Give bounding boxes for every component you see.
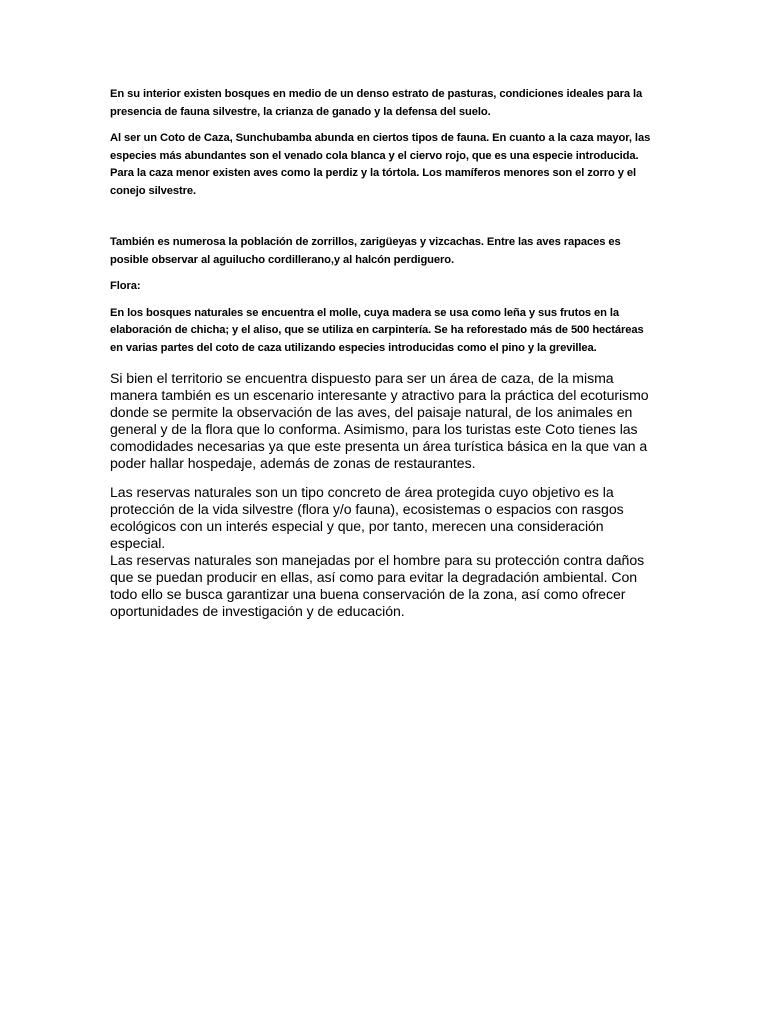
paragraph-reservas-definicion: Las reservas naturales son un tipo concreto de área protegida cuyo objetivo es la protección de la vida silvestre (flora y/o fauna), ecosistemas o espacios con rasgos ecológicos con un interés especial y que, por tanto, merecen una consideración especial. — [110, 483, 624, 551]
heading-flora: Flora: — [110, 280, 141, 292]
paragraph-zorrillos: También es numerosa la población de zorrillos, zarigüeyas y vizcachas. Entre las aves rapaces es posible observar al aguilucho cordillerano,y al halcón perdiguero. — [110, 236, 621, 266]
paragraph-ecoturismo: Si bien el territorio se encuentra dispuesto para ser un área de caza, de la misma manera también es un escenario interesante y atractivo para la práctica del ecoturismo donde se permite la observación de las aves, del paisaje natural, de los animales en general y de la flora que lo conforma. Asimismo, para los turistas este Coto tienes las comodidades necesarias ya que este presenta un área turística básica en la que van a poder hallar hospedaje, además de zonas de restaurantes. — [110, 370, 649, 472]
document-page — [110, 86, 658, 620]
paragraph-coto-de-caza: Al ser un Coto de Caza, Sunchubamba abunda en ciertos tipos de fauna. En cuanto a la caza mayor, las especies más abundantes son el venado cola blanca y el ciervo rojo, que es una especie introducida. Para la caza menor existen aves como la perdiz y la tórtola. Los mamíferos menores son el zorro y el conejo silvestre. — [110, 132, 651, 197]
paragraph-reservas-manejo: Las reservas naturales son manejadas por el hombre para su protección contra daños que se puedan producir en ellas, así como para evitar la degradación ambiental. Con todo ello se busca garantizar una buena conservación de la zona, así como ofrecer oportunidades de investigación y de educación. — [110, 551, 645, 620]
paragraph-flora: En los bosques naturales se encuentra el molle, cuya madera se usa como leña y sus frutos en la elaboración de chicha; y el aliso, que se utiliza en carpintería. Se ha reforestado más de 500 hectáreas en varias partes del coto de caza utilizando especies introducidas como el pino y la grevillea. — [110, 306, 644, 354]
paragraph-interior-bosques: En su interior existen bosques en medio de un denso estrato de pasturas, condiciones ideales para la presencia de fauna silvestre, la crianza de ganado y la defensa del suelo. — [110, 88, 643, 118]
